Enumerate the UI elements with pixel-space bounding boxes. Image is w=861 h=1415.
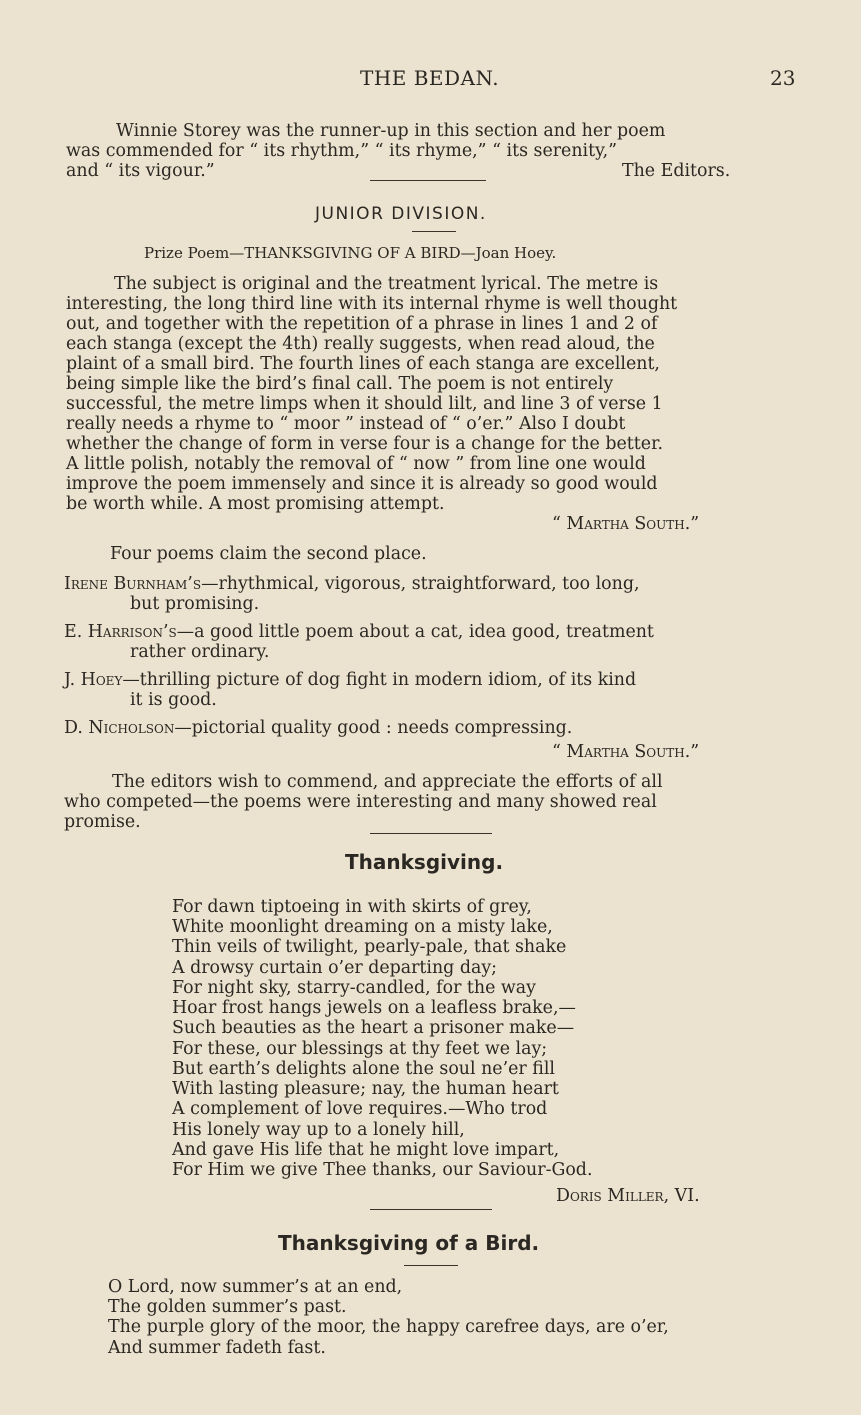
critique-line: interesting, the long third line with its internal rhyme is well thought (66, 294, 678, 314)
closing-line: promise. (64, 812, 141, 832)
entry-line-continued: rather ordinary. (130, 642, 270, 662)
poem-line: But earth’s delights alone the soul ne’er fill (172, 1059, 555, 1079)
critique-line: really needs a rhyme to “ moor ” instead of “ o’er.” Also I doubt (66, 414, 626, 434)
poem-line: The golden summer’s past. (108, 1297, 347, 1317)
entry-name: Irene Burnham’s (64, 574, 202, 594)
poem-line: O Lord, now summer’s at an end, (108, 1277, 403, 1297)
poem-line: The purple glory of the moor, the happy carefree days, are o’er, (108, 1317, 669, 1337)
critique-line: out, and together with the repetition of a phrase in lines 1 and 2 of (66, 314, 658, 334)
entry-comment: —pictorial quality good : needs compressing. (174, 718, 573, 738)
page-number: 23 (770, 66, 796, 90)
critique-line: A little polish, notably the removal of “ now ” from line one would (66, 454, 646, 474)
poem-line: Such beauties as the heart a prisoner make— (172, 1018, 575, 1038)
entries-signature: “ Martha South.” (552, 742, 700, 762)
poem-line: For Him we give Thee thanks, our Saviour-God. (172, 1160, 593, 1180)
critique-line: whether the change of form in verse four is a change for the better. (66, 434, 664, 454)
poem-line: For dawn tiptoeing in with skirts of grey, (172, 897, 532, 917)
poem-line: A drowsy curtain o’er departing day; (172, 958, 498, 978)
poem-line: Thin veils of twilight, pearly-pale, that shake (172, 937, 567, 957)
editors-signature: The Editors. (622, 161, 731, 181)
entry-comment: —a good little poem about a cat, idea good, treatment (176, 622, 654, 642)
poem-line: White moonlight dreaming on a misty lake, (172, 917, 553, 937)
divider-rule (370, 833, 492, 834)
critique-line: The subject is original and the treatment lyrical. The metre is (114, 274, 659, 294)
poem-title: Thanksgiving. (345, 850, 504, 874)
poem-line: With lasting pleasure; nay, the human heart (172, 1079, 559, 1099)
entry-name: E. Harrison’s (64, 622, 177, 642)
entry-line-continued: it is good. (130, 690, 217, 710)
critique-line: successful, the metre limps when it should lilt, and line 3 of verse 1 (66, 394, 663, 414)
poem-line: And gave His life that he might love impart, (172, 1140, 560, 1160)
entry-name: D. Nicholson (64, 718, 175, 738)
prize-poem-line: Prize Poem—THANKSGIVING OF A BIRD—Joan Hoey. (144, 244, 557, 262)
poem-line: For night sky, starry-candled, for the way (172, 978, 536, 998)
second-place-intro: Four poems claim the second place. (110, 544, 427, 564)
critique-line: plaint of a small bird. The fourth lines of each stanga are excellent, (66, 354, 660, 374)
critique-line: being simple like the bird’s final call. The poem is not entirely (66, 374, 614, 394)
entry-line (64, 622, 654, 642)
intro-line-1: Winnie Storey was the runner-up in this section and her poem (116, 121, 666, 141)
section-heading: JUNIOR DIVISION. (315, 204, 487, 224)
divider-rule (404, 1265, 458, 1266)
poem-line: A complement of love requires.—Who trod (172, 1099, 548, 1119)
entry-line (64, 718, 572, 738)
divider-rule (412, 231, 456, 232)
divider-rule (370, 1209, 492, 1210)
poem-line: His lonely way up to a lonely hill, (172, 1120, 465, 1140)
entry-line (64, 574, 640, 594)
critique-line: each stanga (except the 4th) really suggests, when read aloud, the (66, 334, 655, 354)
poem-line: Hoar frost hangs jewels on a leafless brake,— (172, 998, 576, 1018)
entry-comment: —thrilling picture of dog fight in modern idiom, of its kind (122, 670, 637, 690)
entry-line (64, 670, 636, 690)
intro-line-2: was commended for “ its rhythm,” “ its rhyme,” “ its serenity,” (66, 141, 618, 161)
entry-comment: —rhythmical, vigorous, straightforward, too long, (201, 574, 640, 594)
closing-line: The editors wish to commend, and appreciate the efforts of all (112, 772, 663, 792)
poem-title: Thanksgiving of a Bird. (278, 1231, 540, 1255)
poem-author: Doris Miller, VI. (556, 1186, 700, 1206)
poem-line: And summer fadeth fast. (108, 1338, 326, 1358)
closing-line: who competed—the poems were interesting and many showed real (64, 792, 657, 812)
intro-line-3: and “ its vigour.” (66, 161, 215, 181)
poem-line: For these, our blessings at thy feet we lay; (172, 1039, 548, 1059)
critique-line: be worth while. A most promising attempt. (66, 494, 445, 514)
critique-signature: “ Martha South.” (552, 514, 700, 534)
running-header-title: THE BEDAN. (360, 66, 500, 90)
critique-line: improve the poem immensely and since it is already so good would (66, 474, 658, 494)
entry-name: J. Hoey (64, 670, 123, 690)
entry-line-continued: but promising. (130, 594, 260, 614)
divider-rule (370, 180, 486, 181)
